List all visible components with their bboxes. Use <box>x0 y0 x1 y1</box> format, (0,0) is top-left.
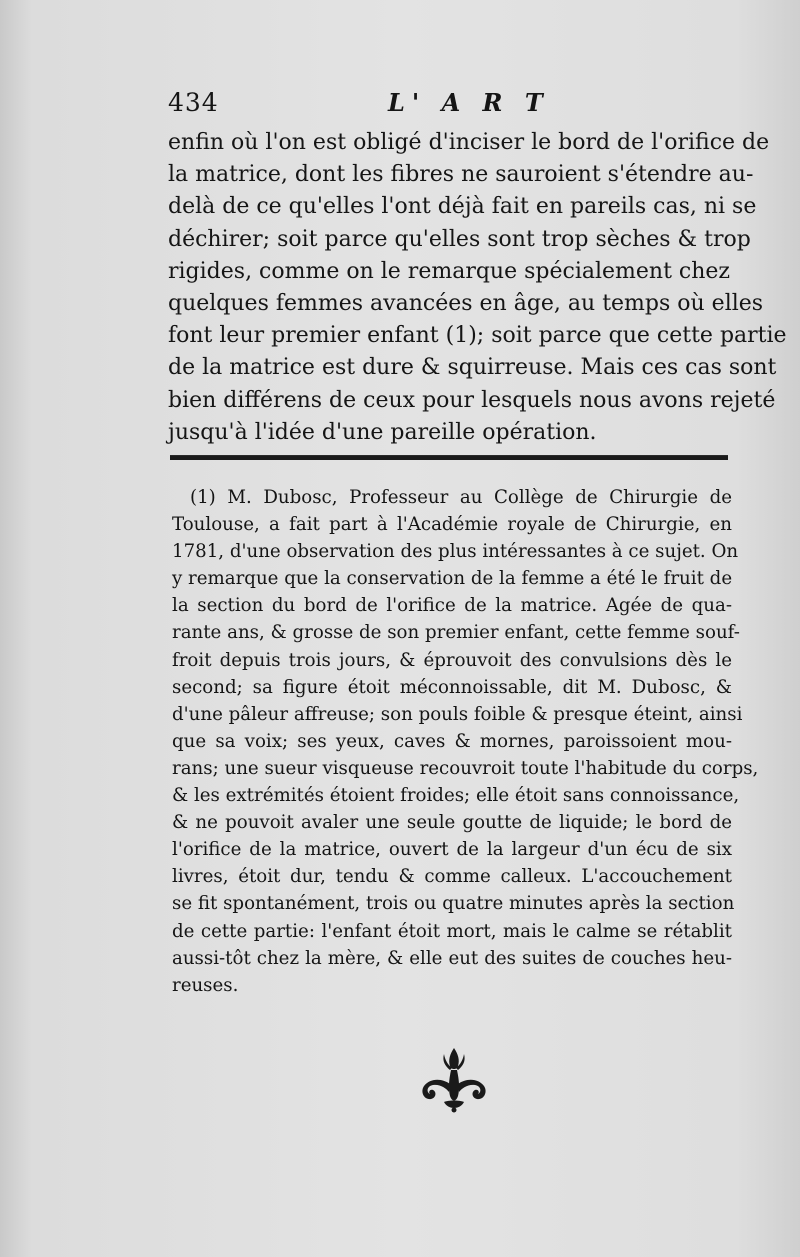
text-line: de la matrice est dure & squirreuse. Mais ces cas sont <box>168 355 777 381</box>
footnote-line: & ne pouvoit avaler une seule goutte de liquide; le bord de <box>172 812 732 834</box>
footnote-line: second; sa figure étoit méconnoissable, dit M. Dubosc, & <box>172 676 732 698</box>
text-line: déchirer; soit parce qu'elles sont trop sèches & trop <box>168 226 751 252</box>
text-line: enfin où l'on est obligé d'inciser le bord de l'orifice de <box>168 130 770 155</box>
footnote-line: aussi-tôt chez la mère, & elle eut des suites de couches heu- <box>172 947 732 969</box>
footnote-line: 1781, d'une observation des plus intéressantes à ce sujet. On <box>172 541 739 563</box>
text-line: jusqu'à l'idée d'une pareille opération. <box>168 419 597 445</box>
footnote-line: d'une pâleur affreuse; son pouls foible & presque éteint, ainsi <box>172 703 743 725</box>
footnote-line: y remarque que la conservation de la femme a été le fruit de <box>172 568 733 590</box>
text-line: bien différens de ceux pour lesquels nous avons rejeté <box>168 387 776 413</box>
footnote-line: se fit spontanément, trois ou quatre minutes après la section <box>172 893 735 915</box>
footnote-line: (1) M. Dubosc, Professeur au Collège de Chirurgie de <box>190 487 732 508</box>
footnote-line: Toulouse, a fait part à l'Académie royale de Chirurgie, en <box>172 514 732 536</box>
footnote-line: froit depuis trois jours, & éprouvoit des convulsions dès le <box>172 649 732 671</box>
main-text <box>168 127 787 449</box>
footnote-line: de cette partie: l'enfant étoit mort, mais le calme se rétablit <box>172 920 732 942</box>
footnote-line: la section du bord de l'orifice de la matrice. Agée de qua- <box>172 595 732 617</box>
footnote-divider <box>170 455 728 460</box>
text-line: rigides, comme on le remarque spécialement chez <box>168 258 731 284</box>
footnote-line: livres, étoit dur, tendu & comme calleux. L'accouchement <box>172 866 732 888</box>
running-title: L' A R T <box>388 88 550 117</box>
floral-tailpiece-icon <box>414 1044 494 1114</box>
text-line: la matrice, dont les fibres ne sauroient s'étendre au- <box>168 162 754 188</box>
running-head <box>168 88 728 120</box>
footnote <box>172 484 759 999</box>
footnote-line: reuses. <box>172 974 239 996</box>
footnote-line: & les extrémités étoient froides; elle étoit sans connoissance, <box>172 785 740 807</box>
text-line: font leur premier enfant (1); soit parce que cette partie <box>168 323 787 349</box>
footnote-line: que sa voix; ses yeux, caves & mornes, paroissoient mou- <box>172 730 732 752</box>
page-number: 434 <box>168 88 219 117</box>
text-line: quelques femmes avancées en âge, au temps où elles <box>168 291 764 317</box>
footnote-line: rante ans, & grosse de son premier enfant, cette femme souf- <box>172 622 740 644</box>
footnote-line: l'orifice de la matrice, ouvert de la largeur d'un écu de six <box>172 839 732 861</box>
footnote-line: rans; une sueur visqueuse recouvroit toute l'habitude du corps, <box>172 757 759 779</box>
text-line: delà de ce qu'elles l'ont déjà fait en pareils cas, ni se <box>168 194 757 220</box>
